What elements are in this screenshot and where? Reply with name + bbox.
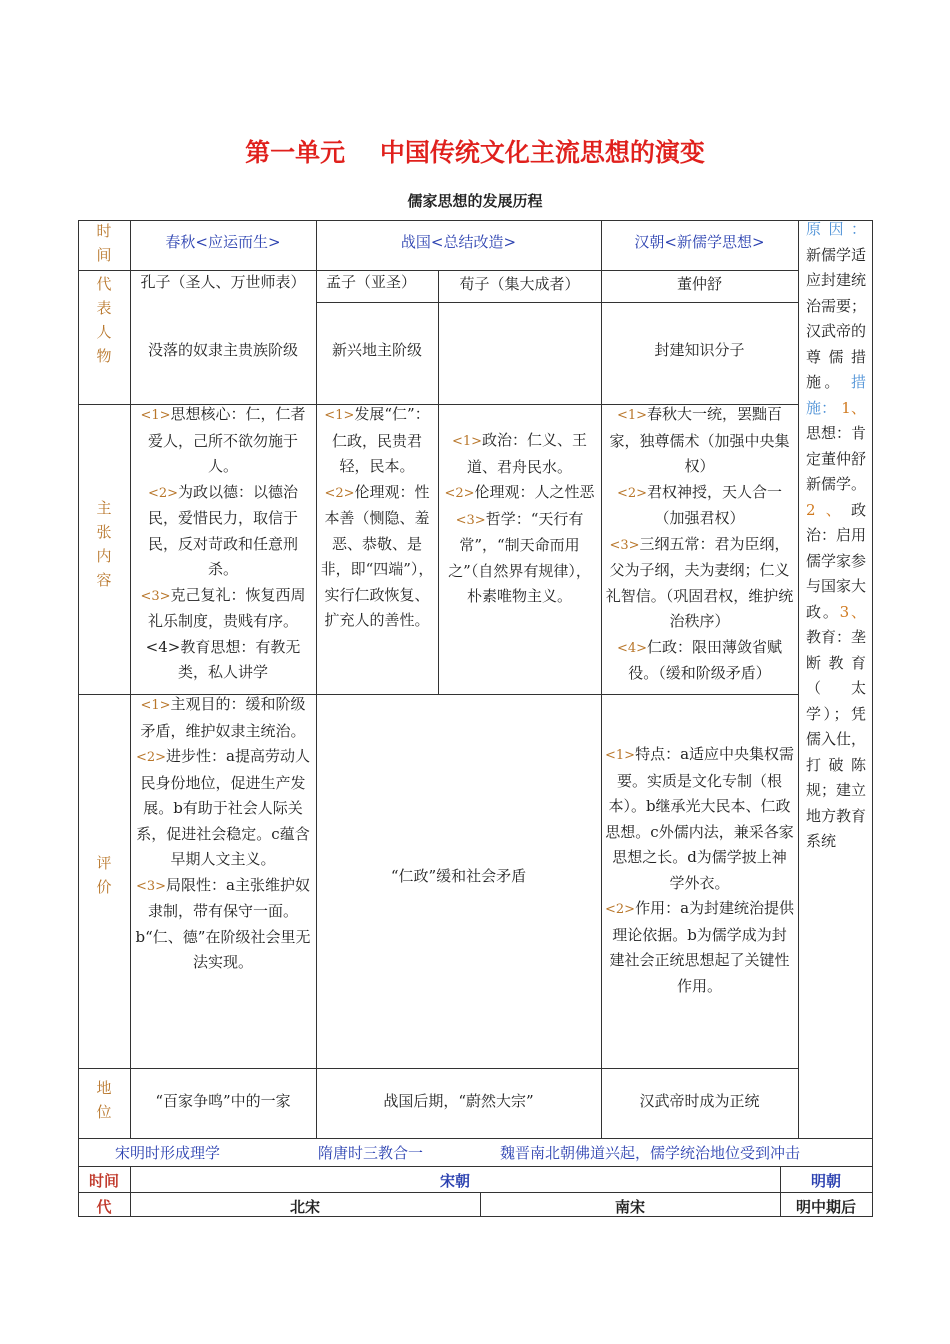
era-han: 汉朝<新儒学思想> (634, 233, 765, 251)
figure-mencius: 孟子（亚圣） (326, 273, 417, 291)
row-label-figures: 代 表 人 物 (96, 275, 112, 365)
list-item: <1>发展“仁”：仁政，民贵君轻，民本。 (324, 405, 430, 475)
row-label-time: 时 间 (96, 222, 112, 264)
evaluation-han (605, 742, 794, 999)
table2-dai: 代 (96, 1198, 112, 1216)
side-reason: 新儒学适应封建统治需要；汉武帝的尊儒措施。 (806, 245, 867, 391)
strip-sui-tang: 隋唐时三教合一 (318, 1144, 424, 1162)
side-measure-1: 思想：肯定董仲舒新儒学。 (806, 424, 867, 493)
list-item: <2>为政以德：以德治民，爱惜民力，取信于民，反对苛政和任意刑杀。 (147, 482, 299, 578)
figure-xunzi: 荀子（集大成者） (459, 275, 580, 293)
list-item: <3>哲学：“天行有常”，“制天命而用之”（自然界有规律），朴素唯物主义。 (448, 509, 591, 605)
content-confucius (134, 402, 312, 686)
list-item: <2>作用：a为封建统治提供理论依据。b为儒学成为封建社会正统思想起了关键性作用。 (605, 899, 795, 995)
class-mencius: 新兴地主阶级 (331, 341, 422, 359)
list-item: <3>局限性：a主张维护奴隶制，带有保守一面。b“仁、德”在阶级社会里无法实现。 (135, 875, 311, 971)
status-zhanguo: 战国后期，“蔚然大宗” (383, 1092, 534, 1110)
strip-song-ming: 宋明时形成理学 (115, 1144, 221, 1162)
side-measure-2: 政治：启用儒学家参与国家大政。 (806, 500, 867, 621)
list-item: <4>仁政：限田薄敛省赋役。（缓和阶级矛盾） (616, 637, 783, 682)
list-item: <3>克己复礼：恢复西周礼乐制度，贵贱有序。 (140, 585, 306, 630)
list-item: <1>春秋大一统，罢黜百家，独尊儒术（加强中央集权） (609, 405, 790, 475)
list-item: <2>君权神授，天人合一（加强君权） (616, 482, 783, 527)
content-dong (605, 402, 794, 687)
list-item: <1>主观目的：缓和阶级矛盾，维护奴隶主统治。 (140, 695, 306, 740)
side-measure-3: 教育：垄断教育（太学）；凭儒入仕，打破陈规；建立地方教育系统 (806, 628, 867, 850)
figure-confucius: 孔子（圣人、万世师表） (140, 273, 306, 291)
side-reason-label: 原因： (806, 220, 866, 238)
era-chunqiu: 春秋<应运而生> (165, 233, 281, 251)
list-item: <2>伦理观：人之性恶 (444, 483, 595, 501)
list-item: <4>教育思想：有教无类，私人讲学 (145, 637, 301, 681)
table2-mid-ming: 明中期后 (795, 1198, 856, 1216)
evaluation-mencius: “仁政”缓和社会矛盾 (390, 867, 527, 885)
table-subtitle: 儒家思想的发展历程 (407, 192, 543, 210)
list-item: <1>政治：仁义、王道、君舟民水。 (451, 431, 588, 476)
page-title: 第一单元 中国传统文化主流思想的演变 (245, 138, 705, 167)
row-label-evaluation: 评 价 (96, 854, 112, 896)
strip-wei-jin: 魏晋南北朝佛道兴起，儒学统治地位受到冲击 (500, 1144, 801, 1162)
status-confucius: “百家争鸣”中的一家 (155, 1092, 291, 1110)
table2-north-song: 北宋 (289, 1198, 320, 1216)
side-notes: 原因：新儒学适应封建统治需要；汉武帝的尊儒措施。 措施： 1、思想：肯定董仲舒新儒学。 2、政治：启用儒学家参与国家大政。3、教育：垄断教育（太学）；凭儒入仕，打破陈规；建立地方教育系统 (806, 220, 867, 850)
content-xunzi (442, 428, 597, 610)
row-label-status: 地 位 (96, 1079, 112, 1121)
table2-time: 时间 (88, 1172, 119, 1190)
content-mencius (320, 402, 434, 634)
list-item: <3>三纲五常：君为臣纲，父为子纲，夫为妻纲；仁义礼智信。（巩固君权，维护统治秩序） (605, 534, 794, 630)
table2-ming: 明朝 (810, 1172, 841, 1190)
list-item: <2>伦理观：性本善（恻隐、羞恶、恭敬、是非，即“四端”），实行仁政恢复、扩充人的善性。 (320, 482, 434, 629)
status-han: 汉武帝时成为正统 (639, 1092, 760, 1110)
table2-south-song: 南宋 (614, 1198, 645, 1216)
table2-song: 宋朝 (439, 1172, 470, 1190)
evaluation-confucius (134, 692, 312, 976)
side-measures-label: 措施： (806, 373, 866, 417)
figure-dong: 董仲舒 (676, 275, 722, 293)
era-zhanguo: 战国<总结改造> (400, 233, 517, 251)
class-dong: 封建知识分子 (654, 341, 745, 359)
list-item: <1>思想核心：仁，仁者爱人，己所不欲勿施于人。 (140, 405, 306, 475)
list-item: <1>特点：a适应中央集权需要。实质是文化专制（根本）。b继承光大民本、仁政思想。c外儒内法，兼采各家思想之长。d为儒学披上神学外衣。 (605, 745, 795, 892)
class-confucius: 没落的奴隶主贵族阶级 (147, 341, 298, 359)
list-item: <2>进步性：a提高劳动人民身份地位，促进生产发展。b有助于社会人际关系，促进社会稳定。c蕴含早期人文主义。 (135, 747, 310, 868)
row-label-content: 主 张 内 容 (96, 499, 112, 589)
